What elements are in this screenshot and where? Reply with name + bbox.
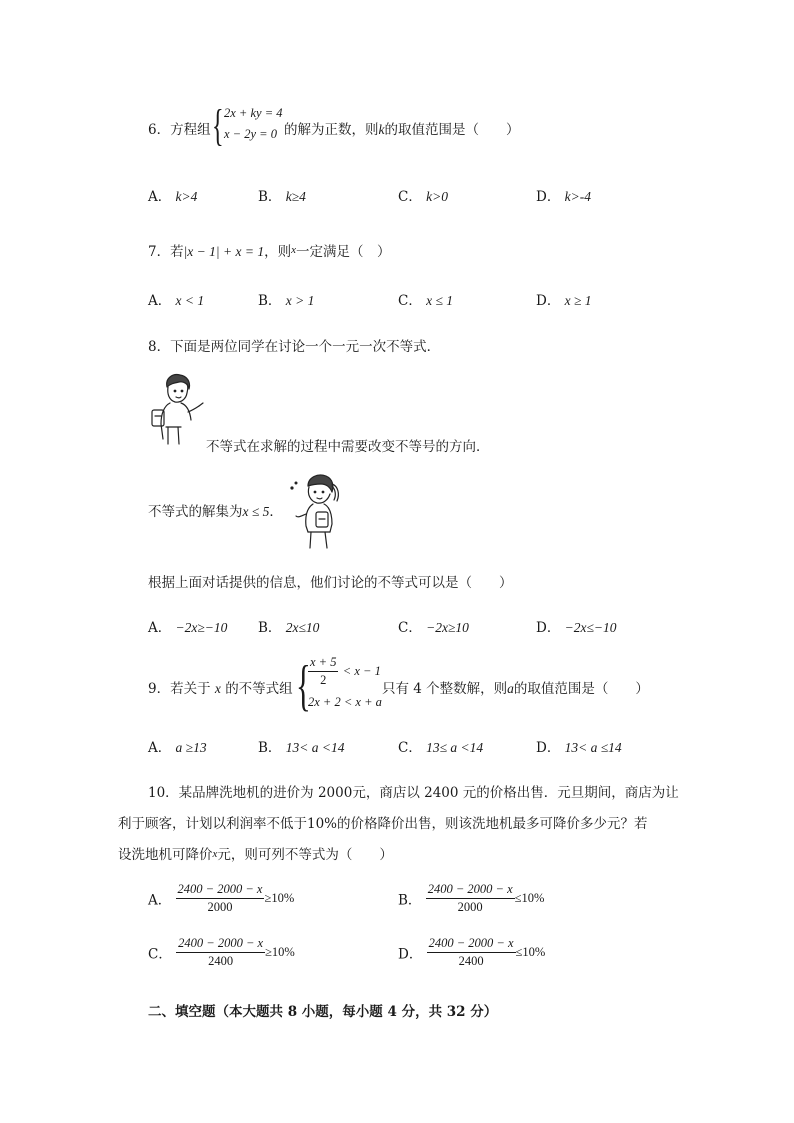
option-letter: D． (398, 946, 423, 963)
q6-option-b[interactable] (258, 185, 306, 205)
q8-option-b[interactable] (258, 616, 319, 636)
option-text: −2x≥10 (426, 620, 469, 635)
option-letter: B． (258, 189, 282, 205)
q9-frac-den: 2 (320, 673, 327, 687)
fraction-denominator: 2400 (208, 954, 234, 968)
fraction-numerator: 2400 − 2000 − x (426, 882, 515, 899)
q7-prefix: 7．若 (148, 244, 184, 260)
option-text: k≥4 (285, 189, 306, 204)
q9-option-a[interactable] (148, 736, 207, 756)
q10-line3-prefix: 设洗地机可降价 (118, 847, 213, 863)
q7-option-a[interactable] (148, 289, 204, 309)
q8-option-d[interactable] (536, 616, 617, 636)
q6-option-d[interactable] (536, 185, 591, 205)
q10-line-3 (118, 843, 393, 863)
q8-boy-speech: 不等式在求解的过程中需要改变不等号的方向． (206, 439, 490, 455)
option-letter: D． (536, 189, 561, 205)
q6-suffix2: 的取值范围是（ ） (384, 122, 520, 138)
fraction-denominator: 2000 (207, 900, 233, 914)
option-letter: A． (148, 189, 172, 205)
option-letter: A． (148, 620, 172, 636)
option-text: k>0 (426, 189, 448, 204)
q6-option-a[interactable] (148, 185, 197, 205)
q9-ineq2: 2x + 2 < x + a (308, 695, 382, 709)
option-fraction (176, 882, 265, 915)
option-text: 13< a ≤14 (564, 740, 622, 755)
option-text: x ≤ 1 (426, 293, 454, 308)
option-fraction (426, 882, 515, 915)
option-fraction (176, 936, 265, 969)
girl-student-illustration (286, 472, 356, 550)
option-relation: ≤10% (514, 891, 545, 905)
q7-var: x (291, 244, 296, 256)
option-letter: B． (258, 620, 282, 636)
q7-option-b[interactable] (258, 289, 314, 309)
q9-suffix (382, 677, 649, 697)
q7-suffix: ，则 (264, 244, 292, 260)
girl-speech-math: x ≤ 5 (242, 504, 270, 519)
q7-option-c[interactable] (398, 289, 453, 309)
option-letter: C． (148, 946, 172, 963)
option-fraction (427, 936, 516, 969)
option-text: x > 1 (285, 293, 315, 308)
q6-option-c[interactable] (398, 185, 448, 205)
fraction-numerator: 2400 − 2000 − x (176, 882, 265, 899)
q10-line-1: 10．某品牌洗地机的进价为 2000元，商店以 2400 元的价格出售．元旦期间，商店为让 (148, 785, 679, 801)
q8-option-c[interactable] (398, 616, 469, 636)
q8-stem: 8．下面是两位同学在讨论一个一元一次不等式． (148, 339, 441, 355)
q8-girl-speech (148, 500, 283, 520)
girl-speech-suffix: ． (269, 504, 283, 520)
option-text: 2x≤10 (285, 620, 320, 635)
q6-eq1: 2x + ky = 4 (224, 106, 283, 120)
q6-eq2: x − 2y = 0 (224, 127, 277, 141)
fraction-denominator: 2400 (458, 954, 484, 968)
q6-suffix-text: 的解为正数，则 (284, 122, 379, 138)
q9-option-d[interactable] (536, 736, 622, 756)
section-2-heading: 二、填空题（本大题共 8 小题，每小题 4 分，共 32 分） (148, 1004, 498, 1020)
girl-speech-prefix: 不等式的解集为 (148, 504, 243, 520)
q9-ineq1-rest: < x − 1 (342, 664, 381, 678)
q9-var2: a (507, 681, 514, 696)
q9-option-c[interactable] (398, 736, 483, 756)
q9-frac-num: x + 5 (308, 655, 338, 672)
q10-option-b[interactable] (398, 882, 544, 915)
q8-question: 根据上面对话提供的信息，他们讨论的不等式可以是（ ） (148, 575, 513, 591)
option-letter: B． (258, 293, 282, 309)
q6-var: k (378, 122, 385, 137)
option-letter: C． (398, 740, 422, 756)
q9-fraction (308, 655, 338, 688)
q9-option-b[interactable] (258, 736, 344, 756)
option-letter: B． (258, 740, 282, 756)
option-relation: ≥10% (265, 945, 295, 959)
q6-suffix (284, 118, 520, 138)
option-letter: D． (536, 740, 561, 756)
q10-option-d[interactable] (398, 936, 545, 969)
option-text: a ≥13 (175, 740, 207, 755)
q9-brace: { (296, 655, 311, 717)
option-letter: D． (536, 620, 561, 636)
option-relation: ≥10% (264, 891, 295, 905)
option-text: k>-4 (564, 189, 591, 204)
q6-prefix: 6．方程组 (148, 122, 211, 138)
q10-option-c[interactable] (148, 936, 295, 969)
option-letter: C． (398, 293, 422, 309)
option-text: 13≤ a <14 (426, 740, 484, 755)
option-text: 13< a <14 (285, 740, 345, 755)
q10-line-2: 利于顾客，计划以利润率不低于10%的价格降价出售，则该洗地机最多可降价多少元？若 (118, 816, 648, 832)
option-letter: D． (536, 293, 561, 309)
option-text: −2x≥−10 (175, 620, 228, 635)
option-text: x ≥ 1 (564, 293, 592, 308)
option-text: x < 1 (175, 293, 205, 308)
fraction-denominator: 2000 (457, 900, 483, 914)
q10-line3-suffix: 元，则可列不等式为（ ） (217, 847, 393, 863)
fraction-numerator: 2400 − 2000 − x (427, 936, 516, 953)
boy-student-illustration (148, 372, 208, 447)
q9-prefix (148, 677, 293, 697)
option-letter: B． (398, 892, 422, 909)
q9-mid: 的不等式组 (225, 681, 293, 697)
option-letter: A． (148, 892, 172, 909)
option-text: k>4 (175, 189, 198, 204)
option-letter: C． (398, 189, 422, 205)
q9-suffix-text: 只有 4 个整数解，则 (382, 681, 508, 697)
q10-option-a[interactable] (148, 882, 294, 915)
q9-ineq1 (308, 655, 381, 688)
option-text: −2x≤−10 (564, 620, 617, 635)
q7-option-d[interactable] (536, 289, 592, 309)
q9-suffix2: 的取值范围是（ ） (513, 681, 649, 697)
q7-expr: |x − 1| + x = 1 (183, 244, 265, 259)
fraction-numerator: 2400 − 2000 − x (176, 936, 265, 953)
q6-brace: { (212, 101, 224, 150)
q7-suffix2: 一定满足（ ） (295, 244, 391, 260)
option-letter: A． (148, 740, 172, 756)
q9-var: x (214, 681, 221, 696)
q9-prefix-text: 9．若关于 (148, 681, 211, 697)
q8-option-a[interactable] (148, 616, 227, 636)
q7-stem (148, 240, 390, 260)
q10-line3-var: x (212, 848, 218, 860)
option-relation: ≤10% (515, 945, 546, 959)
option-letter: C． (398, 620, 422, 636)
option-letter: A． (148, 293, 172, 309)
